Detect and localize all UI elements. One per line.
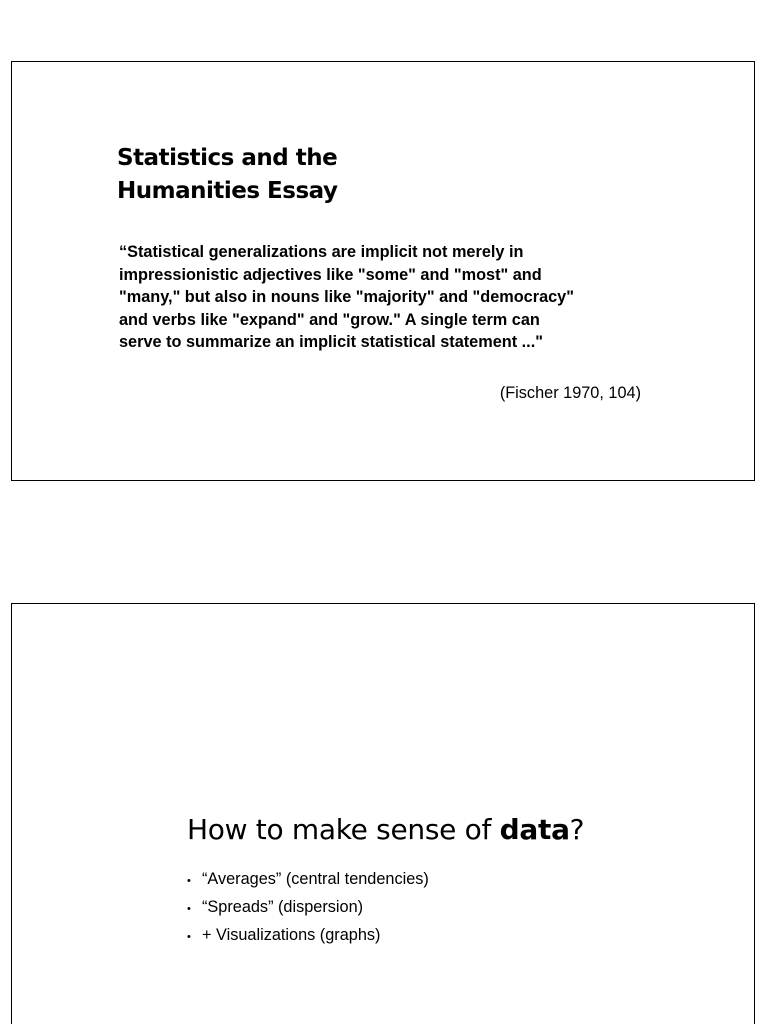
quote-line: serve to summarize an implicit statistical statement ..."	[119, 333, 543, 351]
bullet-text: “Spreads” (dispersion)	[202, 898, 364, 916]
bullet-icon: •	[187, 903, 191, 915]
list-item	[187, 866, 429, 894]
list-item	[187, 894, 429, 922]
slide-title-emphasis: data	[499, 813, 570, 846]
slide-title-line: Humanities Essay	[117, 178, 338, 204]
quote-line: "many," but also in nouns like "majority" and "democracy"	[119, 288, 574, 306]
quote-line: and verbs like "expand" and "grow." A single term can	[119, 310, 540, 329]
bullet-text: “Averages” (central tendencies)	[202, 870, 429, 888]
list-item	[187, 922, 429, 950]
slide-title-prefix: How to make sense of	[187, 813, 500, 846]
slide-title	[187, 810, 584, 850]
citation: (Fischer 1970, 104)	[499, 384, 641, 402]
slide-statistics-humanities	[11, 61, 755, 481]
bullet-icon: •	[187, 931, 191, 943]
slide-title-suffix: ?	[569, 813, 585, 846]
bullet-icon: •	[187, 875, 191, 887]
quote-block	[119, 241, 659, 354]
quote-line: “Statistical generalizations are implicit not merely in	[119, 243, 524, 261]
slide-make-sense-of-data	[11, 603, 755, 1024]
quote-line: impressionistic adjectives like "some" and "most" and	[119, 265, 542, 284]
bullet-text: + Visualizations (graphs)	[202, 926, 381, 944]
slide-title	[117, 142, 337, 208]
bullet-list	[187, 866, 429, 950]
slide-title-line: Statistics and the	[117, 145, 338, 171]
